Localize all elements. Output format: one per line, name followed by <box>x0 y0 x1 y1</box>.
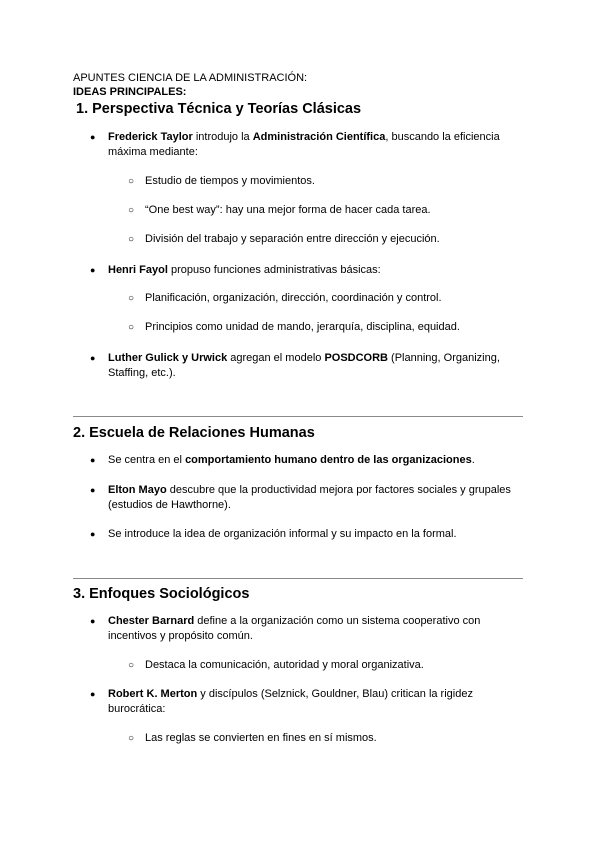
text: (Planning, Organizing, <box>388 352 500 364</box>
circle-bullet-icon: ○ <box>128 234 135 245</box>
text: define a la organización como un sistema cooperativo con <box>194 615 481 627</box>
text: Staffing, etc.). <box>108 367 176 379</box>
bullet-icon: ● <box>90 689 96 699</box>
text: agregan el modelo <box>227 352 325 364</box>
text: . <box>471 454 475 466</box>
list-item: Estudio de tiempos y movimientos. <box>145 175 315 187</box>
circle-bullet-icon: ○ <box>128 322 135 333</box>
text: descubre que la productividad mejora por factores sociales y grupales <box>166 484 511 496</box>
bullet-icon: ● <box>90 616 96 626</box>
term: comportamiento humano dentro de las organizaciones <box>185 454 472 466</box>
text: Se centra en el <box>108 454 186 466</box>
bullet-icon: ● <box>90 455 96 465</box>
circle-bullet-icon: ○ <box>128 205 135 216</box>
person-name: Chester Barnard <box>108 615 195 627</box>
text: máxima mediante: <box>108 146 198 158</box>
list-item <box>108 614 480 644</box>
section-divider <box>73 416 523 417</box>
list-item: Las reglas se convierten en fines en sí mismos. <box>145 732 377 744</box>
list-item <box>108 130 500 160</box>
text: burocrática: <box>108 703 166 715</box>
text: , buscando la eficiencia <box>385 131 500 143</box>
document-title: APUNTES CIENCIA DE LA ADMINISTRACIÓN: <box>73 72 308 84</box>
bullet-icon: ● <box>90 353 96 363</box>
list-item: “One best way”: hay una mejor forma de hacer cada tarea. <box>145 204 431 216</box>
section-heading-3: 3. Enfoques Sociológicos <box>73 586 250 602</box>
list-item <box>108 453 475 468</box>
person-name: Frederick Taylor <box>108 131 193 143</box>
circle-bullet-icon: ○ <box>128 660 135 671</box>
term: Administración Científica <box>252 131 386 143</box>
list-item <box>108 351 500 381</box>
bullet-icon: ● <box>90 265 96 275</box>
circle-bullet-icon: ○ <box>128 733 135 744</box>
term: POSDCORB <box>324 352 388 364</box>
bullet-icon: ● <box>90 529 96 539</box>
bullet-icon: ● <box>90 485 96 495</box>
text: incentivos y propósito común. <box>108 630 253 642</box>
section-divider <box>73 578 523 579</box>
section-heading-2: 2. Escuela de Relaciones Humanas <box>73 425 315 441</box>
person-name: Elton Mayo <box>108 484 167 496</box>
list-item: División del trabajo y separación entre dirección y ejecución. <box>145 233 440 245</box>
bullet-icon: ● <box>90 132 96 142</box>
section-heading-1: 1. Perspectiva Técnica y Teorías Clásicas <box>76 101 362 117</box>
person-name: Robert K. Merton <box>108 688 198 700</box>
text: introdujo la <box>192 131 253 143</box>
person-name: Henri Fayol <box>108 264 168 276</box>
text: propuso funciones administrativas básicas: <box>167 264 381 276</box>
list-item: Se introduce la idea de organización informal y su impacto en la formal. <box>108 528 457 540</box>
circle-bullet-icon: ○ <box>128 176 135 187</box>
document-subtitle: IDEAS PRINCIPALES: <box>73 86 187 98</box>
person-name: Luther Gulick y Urwick <box>108 352 228 364</box>
list-item <box>108 263 381 278</box>
list-item: Destaca la comunicación, autoridad y moral organizativa. <box>145 659 424 671</box>
list-item: Principios como unidad de mando, jerarquía, disciplina, equidad. <box>145 321 460 333</box>
text: y discípulos (Selznick, Gouldner, Blau) critican la rigidez <box>197 688 473 700</box>
circle-bullet-icon: ○ <box>128 293 135 304</box>
list-item: Planificación, organización, dirección, coordinación y control. <box>145 292 442 304</box>
text: (estudios de Hawthorne). <box>108 499 231 511</box>
list-item <box>108 687 473 717</box>
list-item <box>108 483 511 513</box>
